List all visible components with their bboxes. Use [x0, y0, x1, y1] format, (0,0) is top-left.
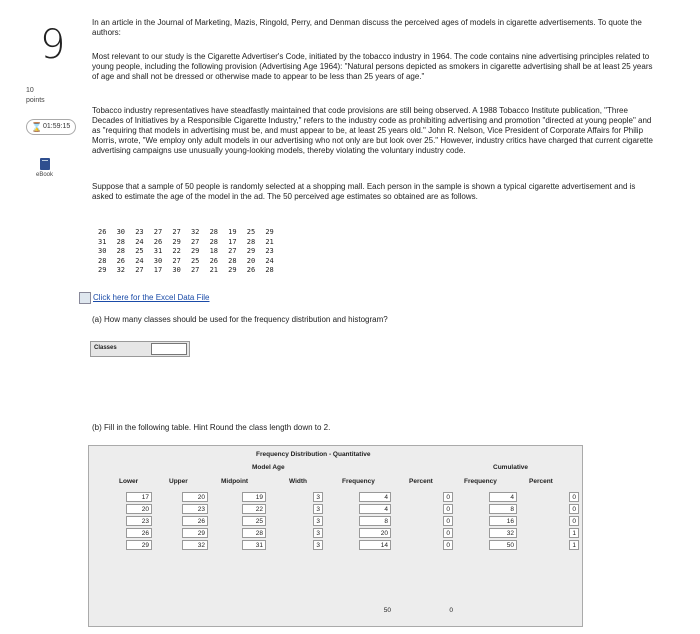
timer-value: 01:59:15 [43, 123, 71, 130]
age-row [98, 238, 284, 248]
age-value: 28 [116, 247, 126, 255]
age-value: 28 [209, 228, 218, 236]
cell-cum-frequency-row-2[interactable]: 8 [489, 504, 517, 514]
age-value: 28 [246, 237, 256, 246]
age-value: 27 [190, 266, 200, 274]
age-value: 17 [153, 266, 163, 274]
cell-upper-row-2[interactable]: 23 [182, 504, 208, 514]
total-percent: 0 [449, 607, 453, 614]
age-value: 21 [209, 266, 218, 274]
quote-paragraph-2: Tobacco industry representatives have steadfastly maintained that code provisions are still being observed. A 1988 Tobacco Institute publication, "Three Decades of Initiatives by a Responsible Cigarette Industry," refers to the industry code as prohibiting advertising and promotion "directed at young people" and as "requiring that models in advertising must be, and must appear to be, at least 25 years old." John R. Nelson, Vice President of Corporate Affairs for Philip Morris, wrote, "We employ only adult models in our advertising who not only are but look over 25." However, industry critics have charged that current cigarette advertising campaigns use unusually young-looking models, thereby violating the voluntary industry code. [92, 106, 653, 155]
age-value: 25 [135, 247, 144, 255]
cell-cum-percent-row-1[interactable]: 0 [569, 492, 579, 502]
age-value: 25 [246, 228, 256, 236]
cell-upper-row-4[interactable]: 29 [182, 528, 208, 538]
header-frequency: Frequency [342, 478, 375, 485]
question-number: 9 [40, 22, 66, 68]
cell-cum-frequency-row-4[interactable]: 32 [489, 528, 517, 538]
frequency-table [88, 445, 583, 627]
age-value: 30 [153, 256, 163, 265]
cell-cum-frequency-row-3[interactable]: 16 [489, 516, 517, 526]
cell-percent-row-3[interactable]: 0 [443, 516, 453, 526]
age-data-grid [98, 228, 284, 276]
header-upper: Upper [169, 478, 188, 485]
ebook-link[interactable]: eBook [36, 172, 54, 178]
age-value: 24 [265, 256, 274, 265]
cell-frequency-row-5[interactable]: 14 [359, 540, 391, 550]
cell-midpoint-row-3[interactable]: 25 [242, 516, 266, 526]
cell-percent-row-5[interactable]: 0 [443, 540, 453, 550]
age-value: 25 [190, 256, 200, 265]
cell-lower-row-4[interactable]: 26 [126, 528, 152, 538]
cell-cum-percent-row-2[interactable]: 0 [569, 504, 579, 514]
cell-frequency-row-2[interactable]: 4 [359, 504, 391, 514]
age-value: 31 [153, 247, 163, 255]
classes-input[interactable] [151, 343, 187, 355]
age-value: 18 [209, 247, 218, 255]
age-value: 20 [246, 256, 256, 265]
cell-midpoint-row-2[interactable]: 22 [242, 504, 266, 514]
cell-lower-row-2[interactable]: 20 [126, 504, 152, 514]
age-value: 22 [172, 247, 181, 255]
cell-width-row-3[interactable]: 3 [313, 516, 323, 526]
cell-cum-frequency-row-5[interactable]: 50 [489, 540, 517, 550]
cumulative-label: Cumulative [493, 464, 529, 471]
cell-percent-row-1[interactable]: 0 [443, 492, 453, 502]
age-value: 29 [98, 266, 107, 274]
cell-percent-row-4[interactable]: 0 [443, 528, 453, 538]
cell-width-row-5[interactable]: 3 [313, 540, 323, 550]
cell-cum-percent-row-5[interactable]: 1 [569, 540, 579, 550]
total-frequency: 50 [383, 607, 391, 614]
cell-frequency-row-1[interactable]: 4 [359, 492, 391, 502]
age-value: 17 [228, 237, 237, 246]
age-value: 26 [209, 256, 218, 265]
cell-cum-frequency-row-1[interactable]: 4 [489, 492, 517, 502]
cell-cum-percent-row-4[interactable]: 1 [569, 528, 579, 538]
age-value: 23 [135, 228, 144, 236]
age-value: 30 [98, 247, 107, 255]
spreadsheet-icon [79, 292, 91, 304]
table-subtitle: Model Age [252, 464, 285, 471]
classes-label: Classes [94, 345, 117, 351]
excel-data-link[interactable] [93, 293, 210, 302]
points-label: points [26, 97, 45, 104]
header-cum-percent: Percent [529, 478, 553, 485]
header-percent: Percent [409, 478, 433, 485]
header-lower: Lower [119, 478, 139, 485]
points-info [26, 86, 45, 106]
cell-cum-percent-row-3[interactable]: 0 [569, 516, 579, 526]
cell-lower-row-1[interactable]: 17 [126, 492, 152, 502]
age-value: 27 [153, 228, 163, 236]
cell-midpoint-row-4[interactable]: 28 [242, 528, 266, 538]
age-value: 26 [98, 228, 107, 236]
quote-paragraph-1: Most relevant to our study is the Cigarette Advertiser's Code, initiated by the tobacco industry in 1964. The code contains nine advertising principles related to young people, including the following provision (Advertising Age 1964): "Natural persons depicted as smokers in cigarette advertising shall be at least 25 years of age and shall not be dressed or otherwise made to appear to be less than 25 years of age." [92, 52, 653, 81]
cell-midpoint-row-1[interactable]: 19 [242, 492, 266, 502]
cell-lower-row-5[interactable]: 29 [126, 540, 152, 550]
age-value: 27 [172, 228, 181, 236]
sample-paragraph: Suppose that a sample of 50 people is randomly selected at a shopping mall. Each person in the sample is shown a typical cigarette advertisement and is asked to estimate the age of the model in the ad. The 50 perceived age estimates so obtained are as follows. [92, 182, 636, 201]
age-value: 26 [116, 256, 126, 265]
points-value: 10 [26, 87, 34, 94]
part-b-prompt: (b) Fill in the following table. Hint Round the class length down to 2. [92, 423, 331, 432]
age-row [98, 257, 284, 267]
age-value: 24 [135, 256, 144, 265]
timer [26, 119, 76, 135]
age-value: 26 [153, 237, 163, 246]
age-value: 27 [135, 266, 144, 274]
cell-percent-row-2[interactable]: 0 [443, 504, 453, 514]
intro-text: In an article in the Journal of Marketing, Mazis, Ringold, Perry, and Denman discuss the perceived ages of models in cigarette advertisements. To quote the authors: [92, 18, 642, 37]
age-value: 32 [190, 228, 200, 236]
age-value: 24 [135, 237, 144, 246]
hourglass-icon: ⌛ [31, 122, 43, 132]
header-cum-frequency: Frequency [464, 478, 497, 485]
cell-width-row-4[interactable]: 3 [313, 528, 323, 538]
cell-upper-row-3[interactable]: 26 [182, 516, 208, 526]
age-value: 29 [228, 266, 237, 274]
age-value: 21 [265, 237, 274, 246]
age-value: 28 [209, 237, 218, 246]
age-value: 27 [228, 247, 237, 255]
age-value: 29 [246, 247, 256, 255]
age-value: 27 [190, 237, 200, 246]
table-title: Frequency Distribution - Quantitative [256, 451, 371, 458]
age-value: 23 [265, 247, 274, 255]
part-a-question: (a) How many classes should be used for the frequency distribution and histogram? [92, 315, 388, 324]
age-row [98, 247, 284, 257]
cell-upper-row-1[interactable]: 20 [182, 492, 208, 502]
age-row [98, 266, 284, 276]
age-value: 29 [172, 237, 181, 246]
age-value: 31 [98, 237, 107, 246]
age-value: 32 [116, 266, 126, 274]
age-value: 27 [172, 256, 181, 265]
ebook-icon[interactable] [40, 158, 50, 170]
cell-width-row-1[interactable]: 3 [313, 492, 323, 502]
age-value: 28 [265, 266, 274, 274]
age-value: 30 [172, 266, 181, 274]
excel-link-text[interactable]: Click here for the Excel Data File [93, 293, 210, 302]
cell-frequency-row-3[interactable]: 8 [359, 516, 391, 526]
age-value: 28 [98, 256, 107, 265]
header-midpoint: Midpoint [221, 478, 249, 485]
age-value: 29 [265, 228, 274, 236]
age-value: 19 [228, 228, 237, 236]
age-value: 26 [246, 266, 256, 274]
age-row [98, 228, 284, 238]
age-value: 28 [116, 237, 126, 246]
cell-frequency-row-4[interactable]: 20 [359, 528, 391, 538]
cell-upper-row-5[interactable]: 32 [182, 540, 208, 550]
age-value: 30 [116, 228, 126, 236]
age-value: 29 [190, 247, 200, 255]
cell-midpoint-row-5[interactable]: 31 [242, 540, 266, 550]
classes-answer-row [90, 341, 190, 357]
age-value: 28 [228, 256, 237, 265]
header-width: Width [289, 478, 307, 485]
cell-lower-row-3[interactable]: 23 [126, 516, 152, 526]
cell-width-row-2[interactable]: 3 [313, 504, 323, 514]
